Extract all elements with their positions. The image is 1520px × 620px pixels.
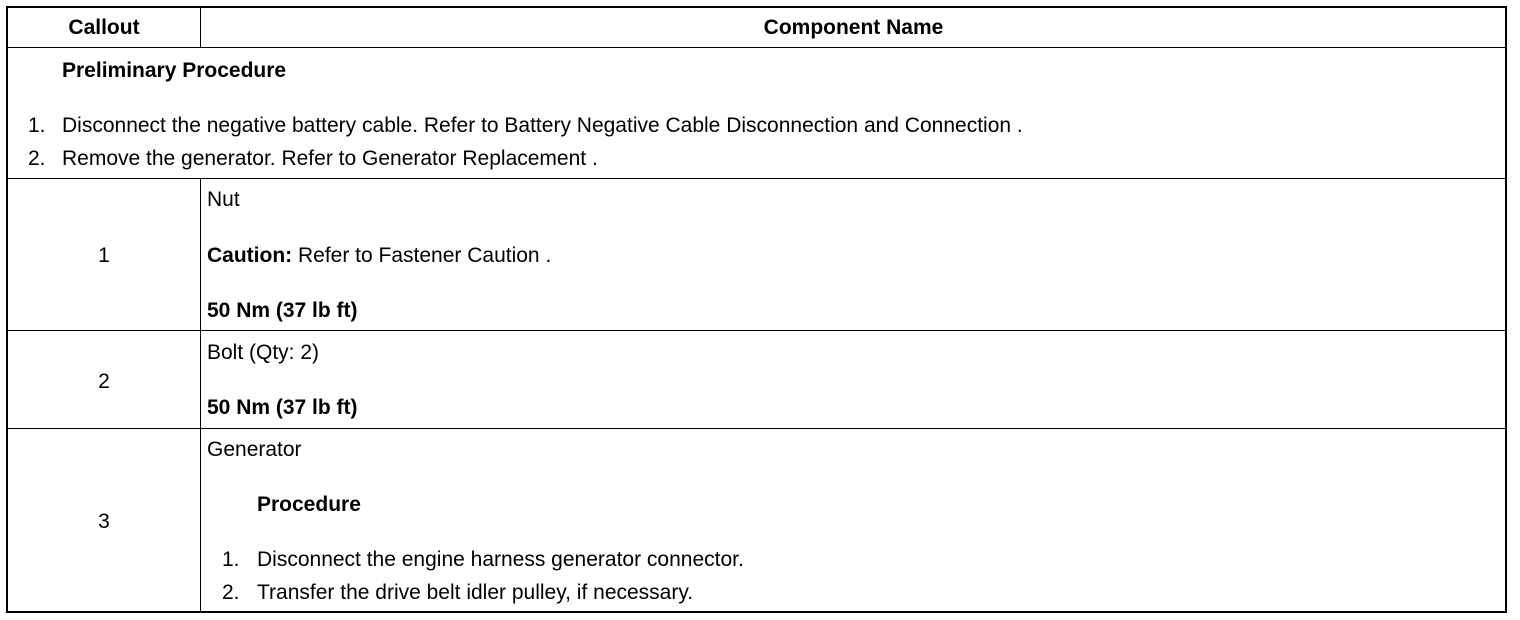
row-3-step-2-text: Transfer the drive belt idler pulley, if necessary. <box>257 581 694 604</box>
row-2-name: Bolt (Qty: 2) <box>207 341 320 364</box>
row-3-procedure-title: Procedure <box>257 493 361 516</box>
caution-label: Caution: <box>207 244 293 267</box>
row-3-name: Generator <box>207 438 302 461</box>
preliminary-procedure-title: Preliminary Procedure <box>62 59 287 82</box>
rows-column-divider <box>200 179 201 612</box>
row-1-caution <box>207 244 551 268</box>
preliminary-step-1-text: Disconnect the negative battery cable. Refer to Battery Negative Cable Disconnection and Connection . <box>62 114 1023 137</box>
header-divider <box>7 47 1506 48</box>
row-3-step-1-number: 1. <box>222 548 240 571</box>
row-2-torque: 50 Nm (37 lb ft) <box>207 396 358 419</box>
row-2-callout: 2 <box>98 370 110 393</box>
callout-header: Callout <box>68 16 140 39</box>
preliminary-divider <box>7 178 1506 179</box>
preliminary-step-2-number: 2. <box>28 147 46 170</box>
row-3-step-1-text: Disconnect the engine harness generator connector. <box>257 548 744 571</box>
row-3-step-2-number: 2. <box>222 581 240 604</box>
preliminary-step-2-text: Remove the generator. Refer to Generator Replacement . <box>62 147 598 170</box>
component-name-header: Component Name <box>763 16 944 39</box>
row-1-divider <box>7 330 1506 331</box>
row-1-torque: 50 Nm (37 lb ft) <box>207 299 358 322</box>
preliminary-step-1-number: 1. <box>28 114 46 137</box>
row-1-name: Nut <box>207 188 240 211</box>
row-1-callout: 1 <box>98 244 110 267</box>
caution-text: Refer to Fastener Caution . <box>292 244 552 267</box>
row-3-callout: 3 <box>98 510 110 533</box>
row-2-divider <box>7 428 1506 429</box>
